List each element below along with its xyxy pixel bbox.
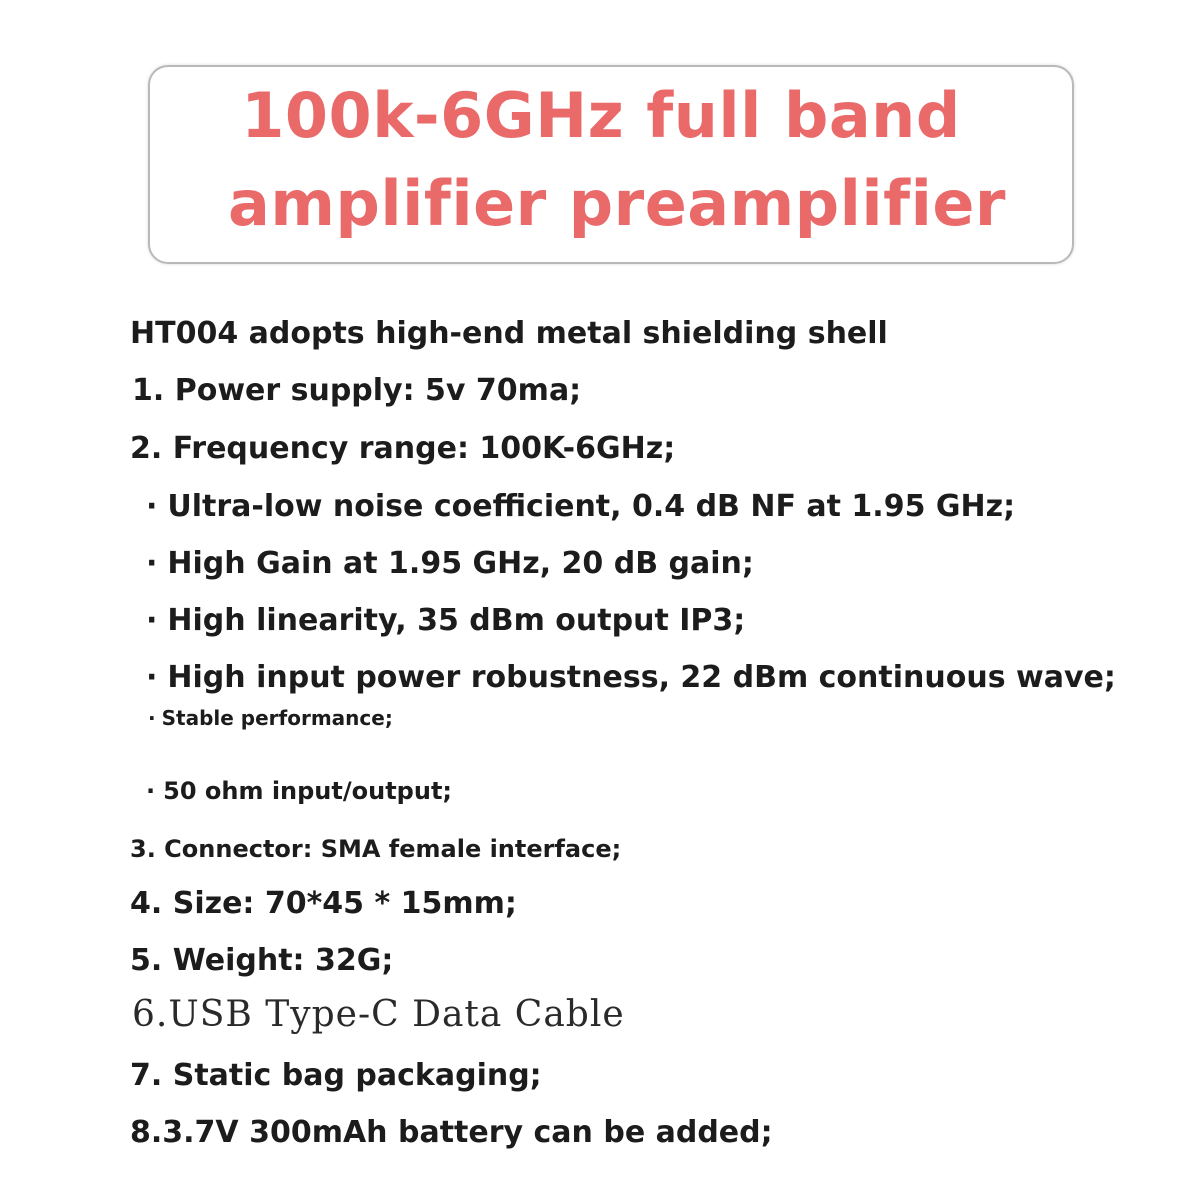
spec-power-supply: 1. Power supply: 5v 70ma; bbox=[132, 373, 582, 408]
title-line-1: 100k-6GHz full band bbox=[241, 79, 961, 152]
bullet-icon: · bbox=[146, 777, 156, 805]
title-line-2: amplifier preamplifier bbox=[228, 167, 1006, 240]
spec-battery: 8.3.7V 300mAh battery can be added; bbox=[130, 1115, 773, 1150]
spec-50-ohm bbox=[146, 777, 452, 805]
bullet-icon: · bbox=[148, 706, 156, 730]
spec-stable-text: Stable performance; bbox=[161, 706, 393, 730]
bullet-icon: · bbox=[146, 660, 158, 695]
spec-weight: 5. Weight: 32G; bbox=[130, 943, 394, 978]
spec-linearity-text: High linearity, 35 dBm output IP3; bbox=[167, 603, 746, 638]
spec-linearity bbox=[146, 603, 745, 638]
spec-noise-text: Ultra-low noise coefficient, 0.4 dB NF at 1.95 GHz; bbox=[167, 489, 1016, 524]
spec-noise-coefficient bbox=[146, 489, 1015, 524]
spec-stable-performance bbox=[148, 706, 393, 730]
spec-ohm-text: 50 ohm input/output; bbox=[163, 777, 453, 805]
spec-frequency-range: 2. Frequency range: 100K-6GHz; bbox=[130, 431, 676, 466]
spec-robustness bbox=[146, 660, 1116, 695]
spec-gain-text: High Gain at 1.95 GHz, 20 dB gain; bbox=[167, 546, 754, 581]
spec-robustness-text: High input power robustness, 22 dBm continuous wave; bbox=[167, 660, 1116, 695]
spec-connector: 3. Connector: SMA female interface; bbox=[130, 835, 622, 863]
bullet-icon: · bbox=[146, 489, 158, 524]
spec-high-gain bbox=[146, 546, 754, 581]
spec-packaging: 7. Static bag packaging; bbox=[130, 1058, 542, 1093]
bullet-icon: · bbox=[146, 546, 158, 581]
bullet-icon: · bbox=[146, 603, 158, 638]
title-banner bbox=[148, 65, 1074, 264]
spec-size: 4. Size: 70*45 * 15mm; bbox=[130, 886, 517, 921]
spec-usb-cable: 6.USB Type-C Data Cable bbox=[132, 994, 625, 1035]
intro-text: HT004 adopts high-end metal shielding shell bbox=[130, 316, 888, 351]
